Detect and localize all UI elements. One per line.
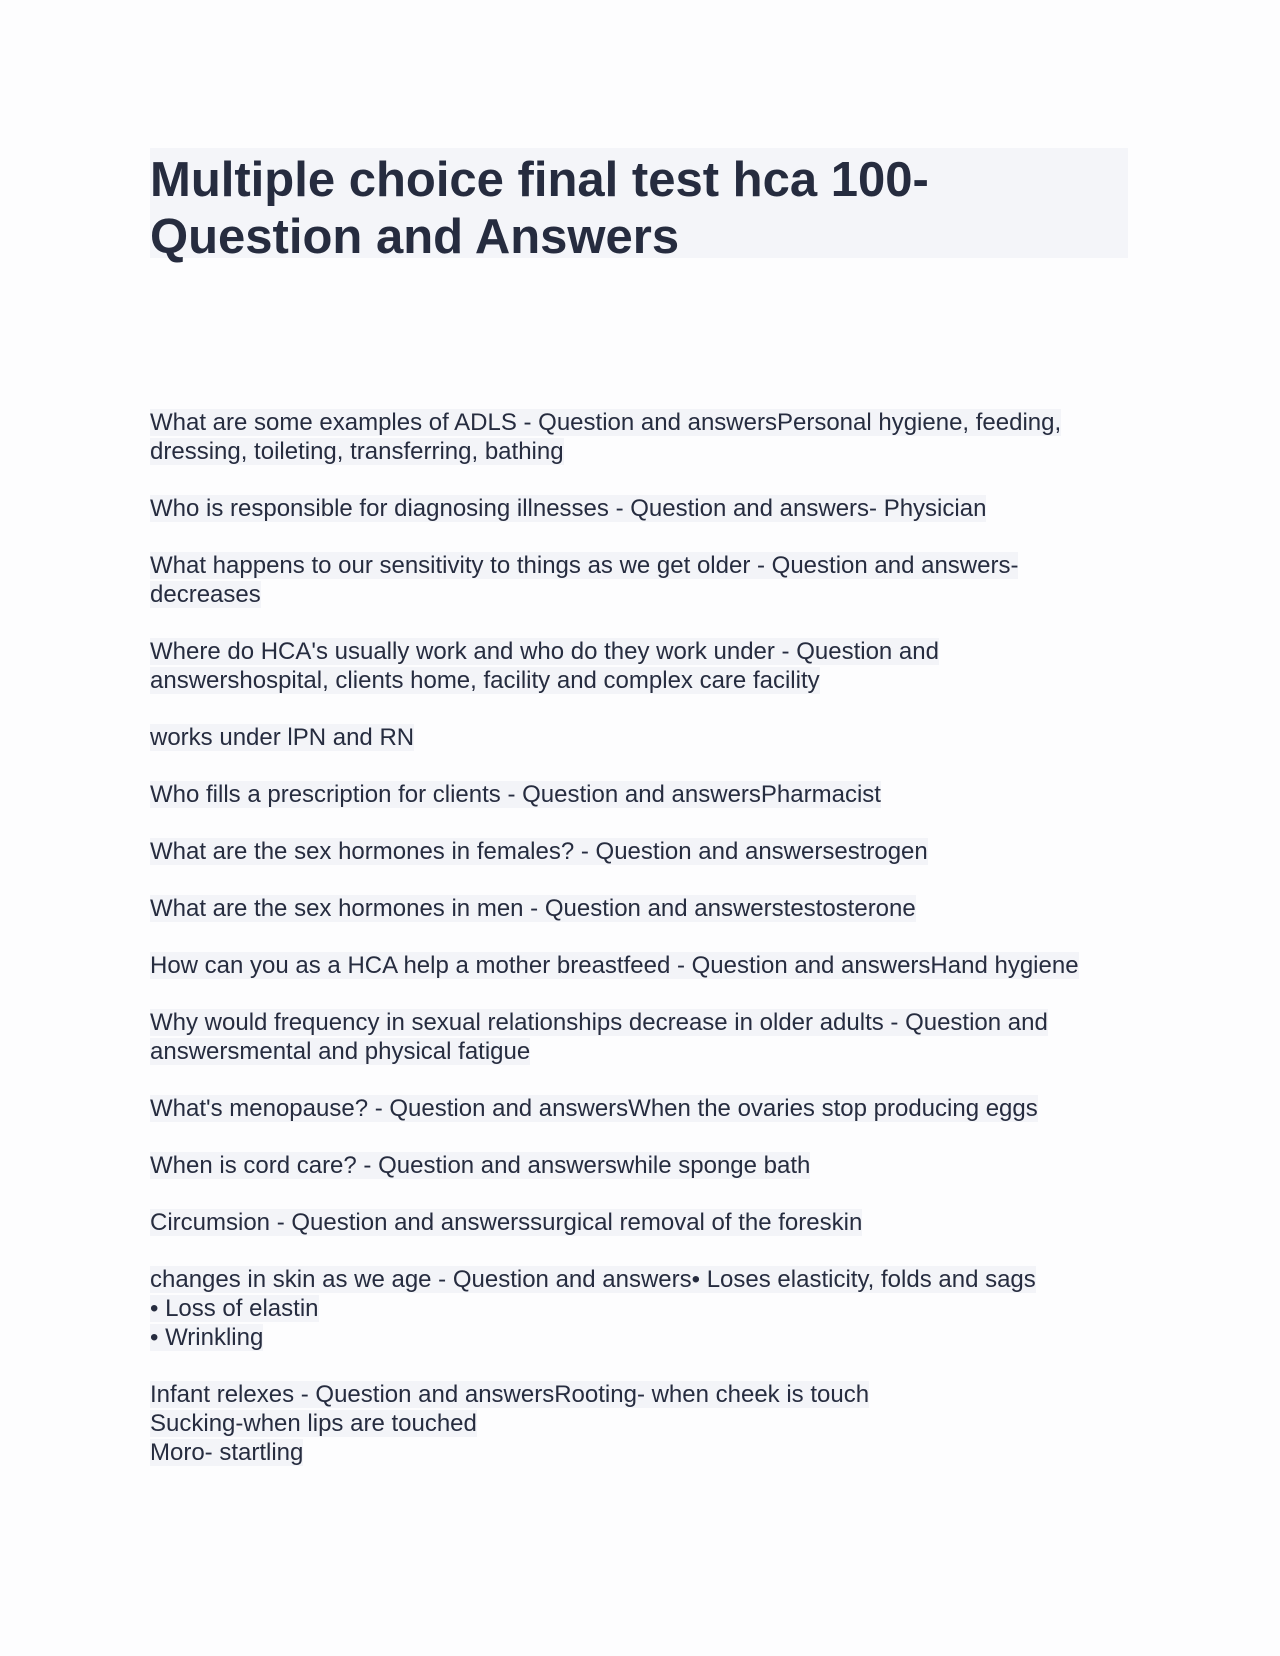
qa-line bbox=[150, 494, 1128, 523]
title-line: Question and Answers bbox=[150, 210, 680, 264]
qa-text: Circumsion - Question and answerssurgical removal of the foreskin bbox=[150, 1209, 863, 1236]
qa-text: What are the sex hormones in females? - Question and answersestrogen bbox=[150, 838, 928, 865]
qa-text: When is cord care? - Question and answerswhile sponge bath bbox=[150, 1152, 811, 1179]
qa-item bbox=[150, 551, 1128, 609]
qa-line bbox=[150, 551, 1128, 580]
qa-item bbox=[150, 951, 1128, 980]
qa-line bbox=[150, 951, 1128, 980]
qa-text: decreases bbox=[150, 581, 261, 608]
qa-line bbox=[150, 1438, 1128, 1467]
qa-text: works under lPN and RN bbox=[150, 724, 415, 751]
qa-item bbox=[150, 408, 1128, 466]
qa-line bbox=[150, 580, 1128, 609]
qa-item bbox=[150, 1380, 1128, 1467]
qa-text: answershospital, clients home, facility and complex care facility bbox=[150, 667, 820, 694]
qa-item bbox=[150, 1265, 1128, 1352]
document-page bbox=[150, 148, 1128, 1495]
qa-line bbox=[150, 1294, 1128, 1323]
qa-line bbox=[150, 894, 1128, 923]
qa-line bbox=[150, 637, 1128, 666]
qa-line bbox=[150, 408, 1128, 437]
qa-line bbox=[150, 1008, 1128, 1037]
qa-item bbox=[150, 637, 1128, 695]
qa-text: answersmental and physical fatigue bbox=[150, 1038, 531, 1065]
question-answer-list bbox=[150, 408, 1128, 1467]
qa-text: • Wrinkling bbox=[150, 1324, 264, 1351]
qa-line bbox=[150, 1323, 1128, 1352]
qa-item bbox=[150, 723, 1128, 752]
qa-line bbox=[150, 1208, 1128, 1237]
qa-item bbox=[150, 1151, 1128, 1180]
qa-line bbox=[150, 837, 1128, 866]
qa-item bbox=[150, 837, 1128, 866]
qa-text: Sucking-when lips are touched bbox=[150, 1410, 477, 1437]
qa-text: What are the sex hormones in men - Question and answerstestosterone bbox=[150, 895, 916, 922]
qa-line bbox=[150, 437, 1128, 466]
qa-text: What's menopause? - Question and answersWhen the ovaries stop producing eggs bbox=[150, 1095, 1038, 1122]
qa-item bbox=[150, 780, 1128, 809]
qa-line bbox=[150, 723, 1128, 752]
qa-line bbox=[150, 780, 1128, 809]
qa-line bbox=[150, 1151, 1128, 1180]
qa-line bbox=[150, 1094, 1128, 1123]
qa-item bbox=[150, 1094, 1128, 1123]
document-title bbox=[150, 148, 1128, 264]
qa-text: Infant relexes - Question and answersRooting- when cheek is touch bbox=[150, 1381, 870, 1408]
qa-text: What are some examples of ADLS - Question and answersPersonal hygiene, feeding, bbox=[150, 409, 1062, 436]
qa-text: dressing, toileting, transferring, bathing bbox=[150, 438, 564, 465]
qa-text: Where do HCA's usually work and who do they work under - Question and bbox=[150, 638, 939, 665]
qa-text: Who fills a prescription for clients - Question and answersPharmacist bbox=[150, 781, 881, 808]
qa-line bbox=[150, 1265, 1128, 1294]
qa-text: changes in skin as we age - Question and answers• Loses elasticity, folds and sags bbox=[150, 1266, 1036, 1293]
qa-item bbox=[150, 1008, 1128, 1066]
qa-text: What happens to our sensitivity to things as we get older - Question and answers- bbox=[150, 552, 1019, 579]
qa-item bbox=[150, 494, 1128, 523]
qa-line bbox=[150, 1380, 1128, 1409]
qa-text: • Loss of elastin bbox=[150, 1295, 319, 1322]
qa-text: Who is responsible for diagnosing illnesses - Question and answers- Physician bbox=[150, 495, 987, 522]
title-line: Multiple choice final test hca 100- bbox=[150, 153, 929, 207]
qa-line bbox=[150, 1409, 1128, 1438]
qa-line bbox=[150, 666, 1128, 695]
qa-text: Moro- startling bbox=[150, 1439, 304, 1466]
qa-item bbox=[150, 1208, 1128, 1237]
qa-line bbox=[150, 1037, 1128, 1066]
qa-text: How can you as a HCA help a mother breastfeed - Question and answersHand hygiene bbox=[150, 952, 1079, 979]
qa-text: Why would frequency in sexual relationships decrease in older adults - Question and bbox=[150, 1009, 1048, 1036]
qa-item bbox=[150, 894, 1128, 923]
